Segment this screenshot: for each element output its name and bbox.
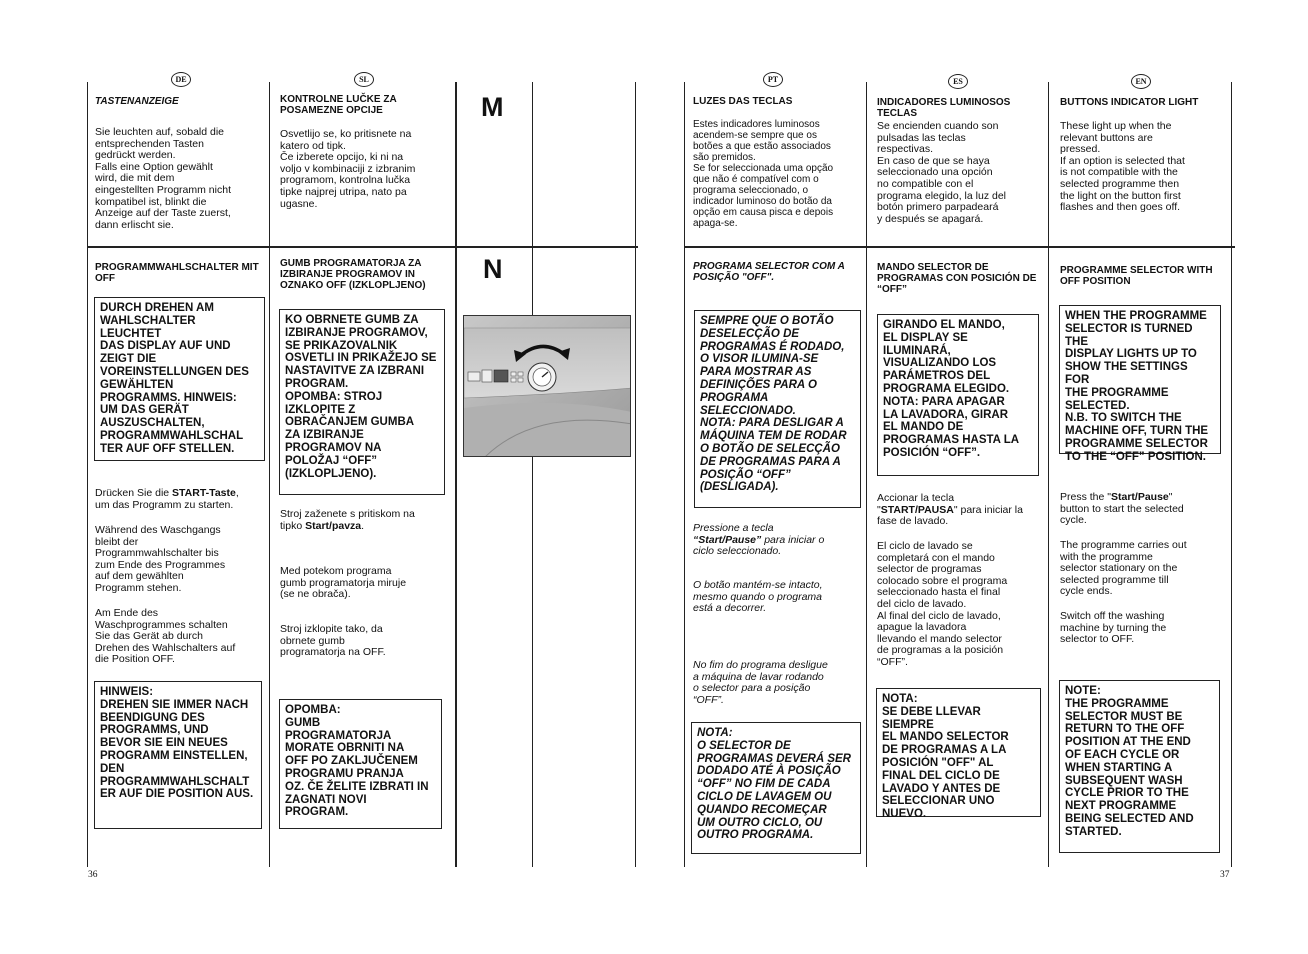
es-m-title: INDICADORES LUMINOSOS TECLAS [877, 97, 1011, 119]
rule-sl-mn [455, 82, 457, 867]
rule-right-inner [684, 82, 685, 867]
left-section-divider [87, 246, 638, 248]
rule-de-sl [269, 82, 270, 867]
de-cycle-paragraph: Während des Waschgangs bleibt der Programmwahlschalter bis zum Ende des Programmes auf dem gewählten Programm stehen. [95, 524, 226, 594]
page-number-left: 36 [88, 870, 98, 880]
es-cycle-paragraph: El ciclo de lavado se completará con el mando selector de programas colocado sobre el programa seleccionado hasta el final del ciclo de lavado. Al final del ciclo de lavado, apague la lavadora llevando el mando selector de programas a la posición “OFF”. [877, 540, 1008, 668]
en-n-title: PROGRAMME SELECTOR WITH OFF POSITION [1060, 265, 1213, 287]
en-start-paragraph [1060, 492, 1228, 527]
pt-note-box: NOTA: O SELECTOR DE PROGRAMAS DEVERÁ SER DODADO ATÉ À POSIÇÃO “OFF” NO FIM DE CADA CICLO DE LAVAGEM OU QUANDO RECOMEÇAR UM OUTRO CICLO, OU OUTRO PROGRAMA. [691, 722, 861, 854]
pt-m-body: Estes indicadores luminosos acendem-se sempre que os botões a que estão associados são premidos. Se for seleccionada uma opção que não é compatível com o programa seleccionado, o indicador luminoso do botão da opção em causa pisca e depois apaga-se. [693, 119, 834, 229]
rule-pt-es [866, 82, 867, 867]
de-selector-box: DURCH DREHEN AM WAHLSCHALTER LEUCHTET DAS DISPLAY AUF UND ZEIGT DIE VOREINSTELLUNGEN DES GEWÄHLTEN PROGRAMMS. HINWEIS: UM DAS GERÄT AUSZUSCHALTEN, PROGRAMMWAHLSCHAL TER AUF OFF STELLEN. [94, 297, 265, 461]
en-start-key: Start/Pause [1111, 491, 1169, 503]
es-start-pre: Accionar la tecla " [877, 492, 955, 516]
de-start-pre: Drücken Sie die [95, 487, 173, 499]
de-off-paragraph: Am Ende des Waschprogrammes schalten Sie das Gerät ab durch Drehen des Wahlschalters auf die Position OFF. [95, 607, 236, 666]
pt-start-post: para iniciar o ciclo seleccionado. [693, 533, 825, 558]
pt-start-pre: Pressione a tecla [693, 522, 774, 534]
section-letter-m: M [481, 92, 504, 122]
sl-start-pre: Stroj zaženete s pritiskom na tipko [280, 508, 415, 532]
lang-badge-de: DE [171, 72, 191, 87]
rule-es-en [1048, 82, 1049, 867]
es-start-post: " para iniciar la fase de lavado. [877, 503, 1023, 528]
sl-m-title: KONTROLNE LUČKE ZA POSAMEZNE OPCIJE [280, 94, 397, 116]
de-start-paragraph [95, 488, 265, 511]
es-m-body: Se encienden cuando son pulsadas las teclas respectivas. En caso de que se haya seleccionado una opción no compatible con el programa elegido, la luz del botón primero parpadeará y después se apagará. [877, 120, 1006, 225]
de-m-body: Sie leuchten auf, sobald die entsprechenden Tasten gedrückt werden. Falls eine Option gewählt wird, die mit dem eingestellten Programm nicht kompatibel ist, blinkt die Anzeige auf der Taste zuerst, dann erlischt sie. [95, 126, 231, 231]
sl-selector-box: KO OBRNETE GUMB ZA IZBIRANJE PROGRAMOV, SE PRIKAZOVALNIK OSVETLI IN PRIKAŽEJO SE NASTAVITVE ZA IZBRANI PROGRAM. OPOMBA: STROJ IZKLOPITE Z OBRAČANJEM GUMBA ZA IZBIRANJE PROGRAMOV NA POLOŽAJ “OFF” (IZKLOPLJENO). [279, 309, 445, 495]
right-section-divider [684, 246, 1235, 248]
sl-start-post: . [361, 519, 365, 532]
selector-drawing [464, 316, 631, 457]
de-m-title: TASTENANZEIGE [95, 96, 179, 107]
pt-selector-box: SEMPRE QUE O BOTÃO DESELECÇÃO DE PROGRAMAS É RODADO, O VISOR ILUMINA-SE PARA MOSTRAR AS DEFINIÇÕES PARA O PROGRAMA SELECCIONADO. NOTA: PARA DESLIGAR A MÁQUINA TEM DE RODAR O BOTÃO DE SELECÇÃO DE PROGRAMAS PARA A POSIÇÃO “OFF” (DESLIGADA). [694, 310, 861, 508]
es-selector-box: GIRANDO EL MANDO, EL DISPLAY SE ILUMINARÁ, VISUALIZANDO LOS PARÁMETROS DEL PROGRAMA ELEGIDO. NOTA: PARA APAGAR LA LAVADORA, GIRAR EL MANDO DE PROGRAMAS HASTA LA POSICIÓN “OFF”. [877, 314, 1039, 476]
rule-mn-inner [532, 82, 533, 867]
sl-start-paragraph [280, 509, 452, 532]
sl-n-title: GUMB PROGRAMATORJA ZA IZBIRANJE PROGRAMOV IN OZNAKO OFF (IZKLOPLJENO) [280, 258, 426, 291]
page-number-right: 37 [1220, 870, 1230, 880]
lang-badge-sl: SL [354, 72, 374, 87]
pt-start-paragraph [693, 523, 863, 558]
de-note-box: HINWEIS: DREHEN SIE IMMER NACH BEENDIGUNG DES PROGRAMMS, UND BEVOR SIE EIN NEUES PROGRAMM EINSTELLEN, DEN PROGRAMMWAHLSCHALT ER AUF DIE POSITION AUS. [94, 681, 262, 829]
en-selector-box: WHEN THE PROGRAMME SELECTOR IS TURNED THE DISPLAY LIGHTS UP TO SHOW THE SETTINGS FOR THE PROGRAMME SELECTED. N.B. TO SWITCH THE MACHINE OFF, TURN THE PROGRAMME SELECTOR TO THE “OFF” POSITION. [1059, 305, 1221, 454]
pt-m-title: LUZES DAS TECLAS [693, 96, 793, 107]
sl-cycle-paragraph: Med potekom programa gumb programatorja miruje (se ne obrača). [280, 565, 407, 601]
en-m-title: BUTTONS INDICATOR LIGHT [1060, 97, 1199, 108]
es-note-box: NOTA: SE DEBE LLEVAR SIEMPRE EL MANDO SELECTOR DE PROGRAMAS A LA POSICIÓN "OFF" AL FINAL DEL CICLO DE LAVADO Y ANTES DE SELECCIONAR UNO NUEVO. [876, 688, 1041, 817]
de-n-title: PROGRAMMWAHLSCHALTER MIT OFF [95, 262, 259, 284]
pt-off-paragraph: No fim do programa desligue a máquina de lavar rodando o selector para a posição “OFF”. [693, 659, 828, 706]
en-off-paragraph: Switch off the washing machine by turning the selector to OFF. [1060, 610, 1167, 646]
section-letter-n: N [483, 254, 503, 284]
en-note-box: NOTE: THE PROGRAMME SELECTOR MUST BE RETURN TO THE OFF POSITION AT THE END OF EACH CYCLE OR WHEN STARTING A SUBSEQUENT WASH CYCLE PRIOR TO THE NEXT PROGRAMME BEING SELECTED AND STARTED. [1059, 680, 1220, 853]
en-cycle-paragraph: The programme carries out with the programme selector stationary on the selected programme till cycle ends. [1060, 539, 1187, 598]
sl-off-paragraph: Stroj izklopite tako, da obrnete gumb programatorja na OFF. [280, 623, 386, 659]
indicator-icon [468, 372, 480, 381]
pt-cycle-paragraph: O botão mantém-se intacto, mesmo quando o programa está a decorrer. [693, 579, 823, 615]
de-start-key: START-Taste [172, 487, 236, 499]
en-start-pre: Press the " [1060, 491, 1111, 503]
rule-left-edge [635, 82, 636, 867]
sl-m-body: Osvetlijo se, ko pritisnete na katero od tipk. Če izberete opcijo, ki ni na voljo v kombinaciji z izbranim programom, kontrolna lučka tipke najprej utripa, nato pa ugasne. [280, 128, 416, 210]
en-start-post: " button to start the selected cycle. [1060, 491, 1184, 527]
rule-right-margin [1231, 82, 1232, 867]
en-m-body: These light up when the relevant buttons are pressed. If an option is selected that is not compatible with the selected programme then the light on the button first flashes and then goes off. [1060, 120, 1185, 214]
pt-n-title: PROGRAMA SELECTOR COM A POSIÇÃO "OFF". [693, 261, 845, 283]
es-start-paragraph [877, 493, 1045, 528]
es-start-key: START/PAUSA [880, 503, 954, 516]
sl-note-box: OPOMBA: GUMB PROGRAMATORJA MORATE OBRNITI NA OFF PO ZAKLJUČENEM PROGRAMU PRANJA OZ. ČE ŽELITE IZBRATI IN ZAGNATI NOVI PROGRAM. [279, 699, 442, 829]
sl-start-key: Start/pavza [305, 519, 362, 532]
lang-badge-pt: PT [763, 72, 783, 87]
programme-selector-illustration [463, 315, 631, 457]
pt-start-key: “Start/Pause” [693, 533, 762, 546]
es-n-title: MANDO SELECTOR DE PROGRAMAS CON POSICIÓN DE “OFF” [877, 262, 1037, 295]
de-start-post: , um das Programm zu starten. [95, 487, 239, 511]
lang-badge-en: EN [1131, 74, 1151, 89]
left-margin-rule [87, 82, 88, 867]
lang-badge-es: ES [948, 74, 968, 89]
